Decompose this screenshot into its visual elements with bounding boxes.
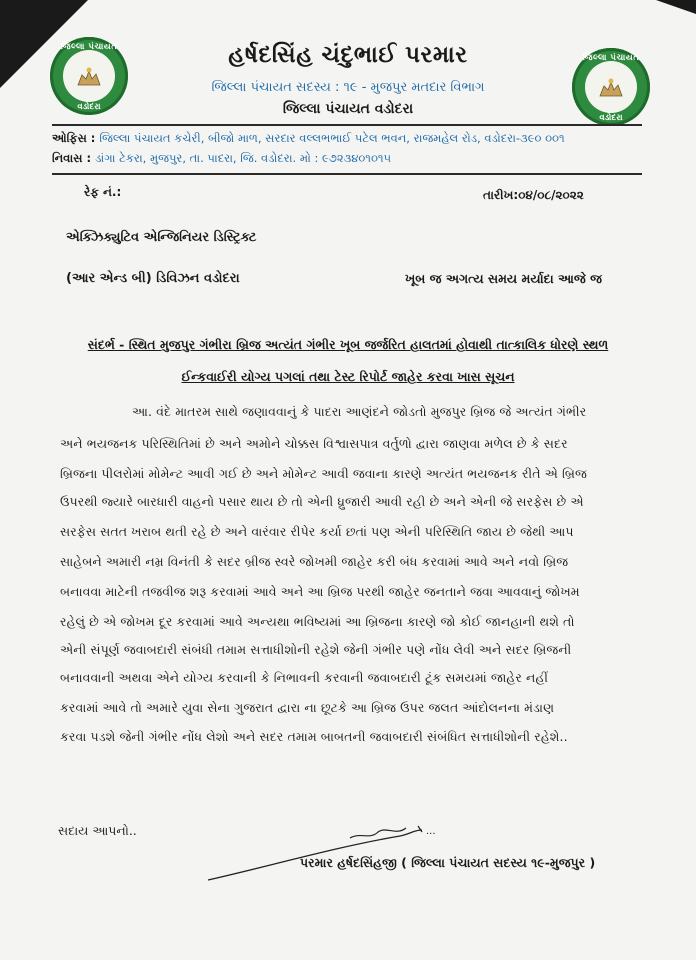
recipient-title: એક્ઝિક્યુટિવ એન્જિનિયર ડિસ્ટ્રિક્ટ <box>66 230 257 245</box>
body-line: બનાવવા માટેની તજવીજ શરૂ કરવામાં આવે અને આ બ્રિજ પરથી જાહેર જનતાને જવા આવવાનું જોખમ <box>60 584 580 599</box>
office-address <box>52 131 565 146</box>
header-divider-top <box>52 124 642 126</box>
body-line: એની સંપૂર્ણ જવાબદારી સંબંધી તમામ સત્તાધીશોની રહેશે જેની ગંભીર પણે નોંધ લેવી અને સદર બ્રિજની <box>60 642 572 657</box>
body-line: ઉપરથી જ્યારે બારધારી વાહનો પસાર થાય છે તો એની ધ્રુજારી આવી રહી છે અને એની જે સરફેસ છે એ <box>60 494 584 509</box>
signatory-name: પરમાર હર્ષદસિંહજી ( જિલ્લા પંચાયત સદસ્ય ૧૯-મુજપુર ) <box>300 855 596 870</box>
reference-number: રેફ નં.: <box>84 185 122 199</box>
seal-bottom-text: વડોદરા <box>599 113 623 123</box>
letterhead-designation: જિલ્લા પંચાયત સદસ્ય : ૧૯ - મુજપુર મતદાર વિભાગ <box>211 80 485 95</box>
body-line: સાહેબને અમારી નમ્ર વિનંતી કે સદર બ્રીજ સ્વરે જોખમી જાહેર કરી બંધ કરવામાં આવે અને નવો બ્રિજ <box>60 554 569 569</box>
body-line: અને ભયજનક પરિસ્થિતિમાં છે અને અમોને ચોક્કસ વિશ્વાસપાત્ર વર્તુળો દ્વારા જાણવા મળેલ છે કે સદર <box>60 436 568 451</box>
residence-address <box>52 151 391 166</box>
body-line: કરવામાં આવે તો અમારે યુવા સેના ગુજરાત દ્વારા ના છૂટકે આ બ્રિજ ઉપર જલત આંદોલનના મંડાણ <box>60 700 555 715</box>
seal-top-text: જિલ્લા પંચાયત <box>60 42 118 52</box>
subject-line-1: સંદર્ભ - સ્થિત મુજપુર ગંભીરા બ્રિજ અત્યંત ગંભીર ખૂબ જર્જરિત હાલતમાં હોવાથી તાત્કાલિક ધોરણે સ્થળ <box>87 337 609 352</box>
page-corner-shadow-right <box>656 0 696 14</box>
header-divider-bottom <box>52 173 642 175</box>
letter-date: તારીખ:૦૪/૦૮/૨૦૨૨ <box>483 188 584 202</box>
closing-salutation: સદાય આપનો.. <box>58 823 137 838</box>
letterhead-name: હર્ષદસિંહ ચંદુભાઈ પરમાર <box>228 42 468 68</box>
office-label: ઓફિસ : <box>52 131 96 145</box>
body-line: સરફેસ સતત ખરાબ થતી રહે છે અને વારંવાર રીપેર કર્યા છતાં પણ એની પરિસ્થિતિ જાય છે જેથી આપ <box>60 524 574 539</box>
subject-line-2: ઈન્કવાઈરી યોગ્ય પગલાં તથા ટેસ્ટ રિપોર્ટ જાહેર કરવા ખાસ સૂચન <box>181 369 515 384</box>
residence-address-text: ડાંગા ટેકરા, મુજપુર, તા. પાદરા, જિ. વડોદરા. મો : ૯૭૨૩૪૦૧૦૧૫ <box>95 151 392 165</box>
body-line: આ. વંદે માતરમ સાથે જણાવવાનું કે પાદરા આણંદને જોડતો મુજપુર બ્રિજ જે અત્યંત ગંભીર <box>132 404 587 419</box>
recipient-division: (આર એન્ડ બી) ડિવિઝન વડોદરા <box>66 271 240 286</box>
body-line: કરવા પડશે જેની ગંભીર નોંધ લેશો અને સદર તમામ બાબતની જવાબદારી સંબંધિત સત્તાધીશોની રહેશે.. <box>60 729 568 744</box>
letterhead-organization: જિલ્લા પંચાયત વડોદરા <box>282 101 414 117</box>
body-line: બનાવવાની અથવા એને યોગ્ય કરવાની કે નિભાવની કરવાની જવાબદારી ટૂંક સમયમાં જાહેર નહીં <box>60 670 549 685</box>
handwritten-signature <box>200 818 460 888</box>
seal-bottom-text: વડોદરા <box>77 102 101 112</box>
seal-top-text: જિલ્લા પંચાયત <box>582 53 640 63</box>
body-line: બ્રિજના પીલરોમાં મોમેન્ટ આવી ગઈ છે અને મોમેન્ટ આવી જવાના કારણે અત્યંત ભયજનક રીતે એ બ્રિજ <box>60 466 587 481</box>
urgency-note: ખૂબ જ અગત્ય સમય મર્યાદા આજે જ <box>405 271 602 286</box>
residence-label: નિવાસ : <box>52 151 92 165</box>
office-address-text: જિલ્લા પંચાયત કચેરી, બીજો માળ, સરદાર વલ્લભભાઈ પટેલ ભવન, રાજમહેલ રોડ, વડોદરા-૩૯૦ ૦૦૧ <box>99 131 565 145</box>
svg-text:...: ... <box>426 826 436 837</box>
body-line: રહેલું છે એ જોખમ દૂર કરવામાં આવે અન્યથા ભવિષ્યમાં આ બ્રિજના કારણે જો કોઈ જાનહાની થશે તો <box>60 614 575 629</box>
